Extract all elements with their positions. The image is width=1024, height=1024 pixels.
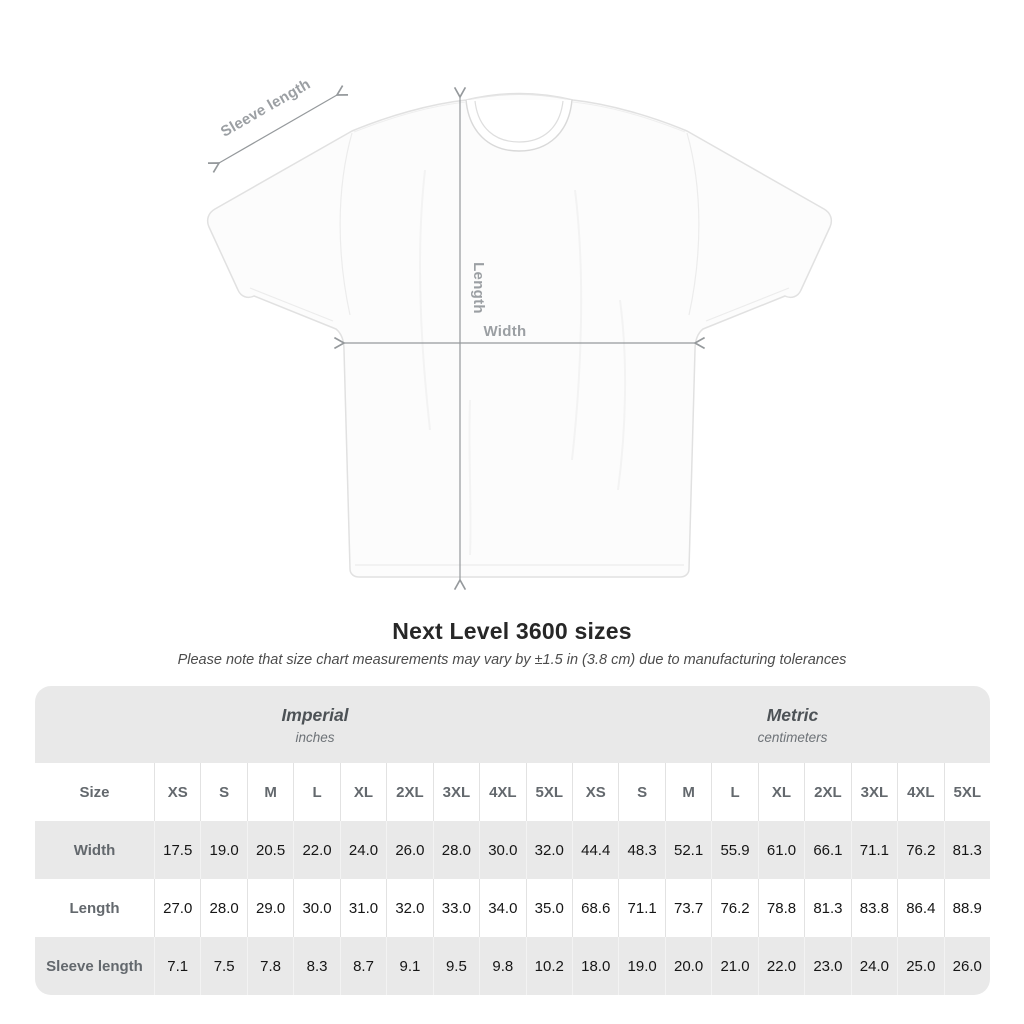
col-header-metric-l: L bbox=[711, 763, 757, 821]
value-cell-imperial-5xl: 10.2 bbox=[526, 937, 572, 995]
value-cell-metric-m: 20.0 bbox=[665, 937, 711, 995]
value-cell-metric-5xl: 88.9 bbox=[944, 879, 990, 937]
value-cell-metric-5xl: 26.0 bbox=[944, 937, 990, 995]
col-header-imperial-l: L bbox=[293, 763, 339, 821]
metric-unit: centimeters bbox=[757, 729, 828, 745]
imperial-label: Imperial bbox=[281, 704, 349, 725]
value-cell-metric-s: 19.0 bbox=[618, 937, 664, 995]
value-cell-imperial-xl: 8.7 bbox=[340, 937, 386, 995]
value-cell-imperial-l: 30.0 bbox=[293, 879, 339, 937]
value-cell-metric-l: 21.0 bbox=[711, 937, 757, 995]
value-cell-metric-l: 76.2 bbox=[711, 879, 757, 937]
row-label: Sleeve length bbox=[46, 957, 143, 975]
unit-band bbox=[35, 686, 990, 763]
metric-unit-group bbox=[595, 686, 990, 763]
value-cell-imperial-5xl: 32.0 bbox=[526, 821, 572, 879]
metric-label: Metric bbox=[766, 704, 819, 725]
value-cell-metric-s: 48.3 bbox=[618, 821, 664, 879]
col-header-imperial-3xl: 3XL bbox=[433, 763, 479, 821]
value-cell-metric-4xl: 25.0 bbox=[897, 937, 943, 995]
value-cell-imperial-xs: 27.0 bbox=[154, 879, 200, 937]
value-cell-metric-xs: 68.6 bbox=[572, 879, 618, 937]
value-cell-imperial-s: 19.0 bbox=[200, 821, 246, 879]
imperial-unit-group bbox=[35, 686, 595, 763]
col-header-imperial-xs: XS bbox=[154, 763, 200, 821]
table-row-length bbox=[35, 879, 990, 937]
col-header-metric-2xl: 2XL bbox=[804, 763, 850, 821]
table-row-sleeve-length bbox=[35, 937, 990, 995]
table-row-width bbox=[35, 821, 990, 879]
row-label: Width bbox=[73, 841, 116, 859]
col-header-metric-m: M bbox=[665, 763, 711, 821]
value-cell-metric-3xl: 71.1 bbox=[851, 821, 897, 879]
col-header-imperial-s: S bbox=[200, 763, 246, 821]
value-cell-metric-m: 73.7 bbox=[665, 879, 711, 937]
value-cell-imperial-l: 8.3 bbox=[293, 937, 339, 995]
value-cell-imperial-4xl: 30.0 bbox=[479, 821, 525, 879]
value-cell-imperial-5xl: 35.0 bbox=[526, 879, 572, 937]
value-cell-metric-s: 71.1 bbox=[618, 879, 664, 937]
page-title: Next Level 3600 sizes bbox=[392, 618, 632, 644]
value-cell-metric-m: 52.1 bbox=[665, 821, 711, 879]
col-header-metric-4xl: 4XL bbox=[897, 763, 943, 821]
col-header-metric-5xl: 5XL bbox=[944, 763, 990, 821]
value-cell-metric-5xl: 81.3 bbox=[944, 821, 990, 879]
value-cell-metric-4xl: 86.4 bbox=[897, 879, 943, 937]
col-header-metric-xl: XL bbox=[758, 763, 804, 821]
size-chart-table bbox=[35, 686, 990, 995]
col-header-metric-xs: XS bbox=[572, 763, 618, 821]
value-cell-imperial-m: 29.0 bbox=[247, 879, 293, 937]
sleeve-length-label: Sleeve length bbox=[217, 75, 314, 141]
table-header-row bbox=[35, 763, 990, 821]
table-body bbox=[35, 821, 990, 995]
value-cell-metric-xs: 44.4 bbox=[572, 821, 618, 879]
value-cell-metric-l: 55.9 bbox=[711, 821, 757, 879]
value-cell-imperial-s: 28.0 bbox=[200, 879, 246, 937]
col-header-metric-3xl: 3XL bbox=[851, 763, 897, 821]
value-cell-metric-xl: 78.8 bbox=[758, 879, 804, 937]
value-cell-imperial-xl: 24.0 bbox=[340, 821, 386, 879]
value-cell-metric-3xl: 83.8 bbox=[851, 879, 897, 937]
value-cell-imperial-l: 22.0 bbox=[293, 821, 339, 879]
value-cell-metric-xl: 61.0 bbox=[758, 821, 804, 879]
value-cell-imperial-s: 7.5 bbox=[200, 937, 246, 995]
col-header-imperial-2xl: 2XL bbox=[386, 763, 432, 821]
value-cell-imperial-m: 20.5 bbox=[247, 821, 293, 879]
value-cell-metric-xs: 18.0 bbox=[572, 937, 618, 995]
row-label: Length bbox=[69, 899, 120, 917]
value-cell-metric-xl: 22.0 bbox=[758, 937, 804, 995]
value-cell-metric-2xl: 66.1 bbox=[804, 821, 850, 879]
value-cell-imperial-2xl: 9.1 bbox=[386, 937, 432, 995]
value-cell-imperial-3xl: 33.0 bbox=[433, 879, 479, 937]
value-cell-imperial-4xl: 34.0 bbox=[479, 879, 525, 937]
value-cell-imperial-2xl: 26.0 bbox=[386, 821, 432, 879]
value-cell-metric-2xl: 81.3 bbox=[804, 879, 850, 937]
value-cell-imperial-xl: 31.0 bbox=[340, 879, 386, 937]
value-cell-metric-2xl: 23.0 bbox=[804, 937, 850, 995]
value-cell-imperial-m: 7.8 bbox=[247, 937, 293, 995]
value-cell-imperial-3xl: 9.5 bbox=[433, 937, 479, 995]
col-header-imperial-5xl: 5XL bbox=[526, 763, 572, 821]
value-cell-imperial-2xl: 32.0 bbox=[386, 879, 432, 937]
value-cell-imperial-4xl: 9.8 bbox=[479, 937, 525, 995]
col-header-imperial-m: M bbox=[247, 763, 293, 821]
col-header-imperial-xl: XL bbox=[340, 763, 386, 821]
length-label: Length bbox=[470, 262, 487, 314]
value-cell-imperial-xs: 17.5 bbox=[154, 821, 200, 879]
value-cell-imperial-xs: 7.1 bbox=[154, 937, 200, 995]
width-label: Width bbox=[483, 323, 527, 340]
imperial-unit: inches bbox=[295, 729, 335, 745]
col-header-imperial-4xl: 4XL bbox=[479, 763, 525, 821]
value-cell-metric-3xl: 24.0 bbox=[851, 937, 897, 995]
size-column-header: Size bbox=[79, 783, 110, 801]
col-header-metric-s: S bbox=[618, 763, 664, 821]
value-cell-imperial-3xl: 28.0 bbox=[433, 821, 479, 879]
page-subtitle: Please note that size chart measurements may vary by ±1.5 in (3.8 cm) due to manufacturing tolerances bbox=[177, 652, 847, 668]
value-cell-metric-4xl: 76.2 bbox=[897, 821, 943, 879]
